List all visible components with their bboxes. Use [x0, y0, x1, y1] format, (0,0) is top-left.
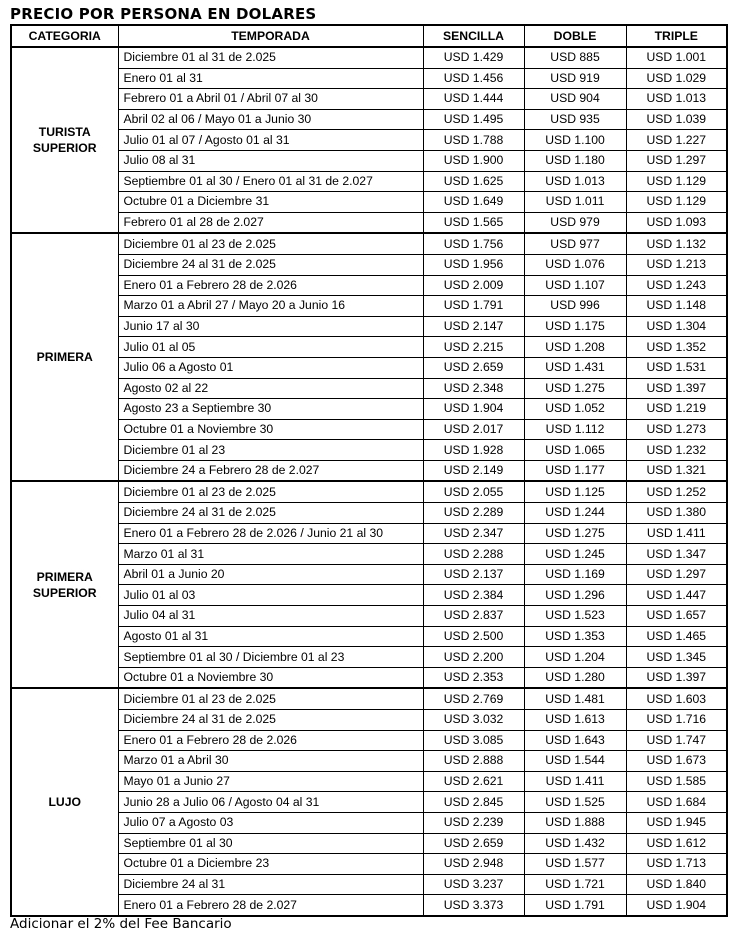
- table-row: [11, 833, 727, 854]
- triple-price-cell: USD 1.013: [626, 89, 727, 110]
- sencilla-price-cell: USD 1.900: [423, 150, 524, 171]
- sencilla-price-cell: USD 2.948: [423, 854, 524, 875]
- sencilla-price-cell: USD 2.239: [423, 812, 524, 833]
- doble-price-cell: USD 1.888: [524, 812, 626, 833]
- triple-price-cell: USD 1.304: [626, 316, 727, 337]
- doble-price-cell: USD 935: [524, 109, 626, 130]
- sencilla-price-cell: USD 1.904: [423, 399, 524, 420]
- sencilla-price-cell: USD 2.353: [423, 667, 524, 688]
- triple-price-cell: USD 1.347: [626, 544, 727, 565]
- table-row: [11, 854, 727, 875]
- table-row: [11, 47, 727, 68]
- sencilla-price-cell: USD 1.928: [423, 440, 524, 461]
- doble-price-cell: USD 977: [524, 233, 626, 254]
- triple-price-cell: USD 1.213: [626, 254, 727, 275]
- season-cell: Julio 07 a Agosto 03: [118, 812, 423, 833]
- sencilla-price-cell: USD 2.348: [423, 378, 524, 399]
- table-row: [11, 730, 727, 751]
- season-cell: Abril 02 al 06 / Mayo 01 a Junio 30: [118, 109, 423, 130]
- table-row: [11, 130, 727, 151]
- table-row: [11, 150, 727, 171]
- table-row: [11, 523, 727, 544]
- sencilla-price-cell: USD 2.215: [423, 337, 524, 358]
- category-cell: PRIMERA: [11, 233, 118, 481]
- triple-price-cell: USD 1.397: [626, 667, 727, 688]
- season-cell: Diciembre 01 al 23 de 2.025: [118, 233, 423, 254]
- category-group: [11, 233, 727, 481]
- triple-price-cell: USD 1.397: [626, 378, 727, 399]
- sencilla-price-cell: USD 2.288: [423, 544, 524, 565]
- doble-price-cell: USD 919: [524, 68, 626, 89]
- table-row: [11, 544, 727, 565]
- triple-price-cell: USD 1.716: [626, 710, 727, 731]
- season-cell: Julio 08 al 31: [118, 150, 423, 171]
- table-row: [11, 212, 727, 233]
- triple-price-cell: USD 1.465: [626, 626, 727, 647]
- triple-price-cell: USD 1.411: [626, 523, 727, 544]
- table-row: [11, 481, 727, 502]
- table-row: [11, 357, 727, 378]
- table-row: [11, 647, 727, 668]
- season-cell: Enero 01 a Febrero 28 de 2.026: [118, 275, 423, 296]
- sencilla-price-cell: USD 3.237: [423, 874, 524, 895]
- table-row: [11, 895, 727, 916]
- doble-price-cell: USD 885: [524, 47, 626, 68]
- season-cell: Octubre 01 a Diciembre 31: [118, 192, 423, 213]
- doble-price-cell: USD 1.613: [524, 710, 626, 731]
- table-row: [11, 378, 727, 399]
- triple-price-cell: USD 1.219: [626, 399, 727, 420]
- season-cell: Diciembre 01 al 23 de 2.025: [118, 481, 423, 502]
- doble-price-cell: USD 1.296: [524, 585, 626, 606]
- sencilla-price-cell: USD 2.017: [423, 419, 524, 440]
- table-row: [11, 440, 727, 461]
- doble-price-cell: USD 1.112: [524, 419, 626, 440]
- sencilla-price-cell: USD 1.495: [423, 109, 524, 130]
- doble-price-cell: USD 1.523: [524, 606, 626, 627]
- doble-price-cell: USD 1.011: [524, 192, 626, 213]
- table-row: [11, 564, 727, 585]
- table-row: [11, 812, 727, 833]
- triple-price-cell: USD 1.684: [626, 792, 727, 813]
- season-cell: Marzo 01 a Abril 30: [118, 751, 423, 772]
- triple-price-cell: USD 1.352: [626, 337, 727, 358]
- table-row: [11, 503, 727, 524]
- sencilla-price-cell: USD 2.137: [423, 564, 524, 585]
- sencilla-price-cell: USD 1.444: [423, 89, 524, 110]
- triple-price-cell: USD 1.297: [626, 150, 727, 171]
- triple-price-cell: USD 1.531: [626, 357, 727, 378]
- sencilla-price-cell: USD 2.769: [423, 688, 524, 709]
- category-cell: PRIMERA SUPERIOR: [11, 481, 118, 688]
- doble-price-cell: USD 1.065: [524, 440, 626, 461]
- doble-price-cell: USD 1.643: [524, 730, 626, 751]
- triple-price-cell: USD 1.657: [626, 606, 727, 627]
- season-cell: Junio 17 al 30: [118, 316, 423, 337]
- triple-price-cell: USD 1.297: [626, 564, 727, 585]
- sencilla-price-cell: USD 2.837: [423, 606, 524, 627]
- doble-price-cell: USD 1.721: [524, 874, 626, 895]
- triple-price-cell: USD 1.840: [626, 874, 727, 895]
- season-cell: Enero 01 a Febrero 28 de 2.027: [118, 895, 423, 916]
- doble-price-cell: USD 1.481: [524, 688, 626, 709]
- table-row: [11, 606, 727, 627]
- category-cell: TURISTA SUPERIOR: [11, 47, 118, 233]
- season-cell: Diciembre 24 al 31: [118, 874, 423, 895]
- season-cell: Diciembre 01 al 31 de 2.025: [118, 47, 423, 68]
- season-cell: Junio 28 a Julio 06 / Agosto 04 al 31: [118, 792, 423, 813]
- season-cell: Diciembre 01 al 23 de 2.025: [118, 688, 423, 709]
- triple-price-cell: USD 1.039: [626, 109, 727, 130]
- doble-price-cell: USD 979: [524, 212, 626, 233]
- season-cell: Febrero 01 a Abril 01 / Abril 07 al 30: [118, 89, 423, 110]
- doble-price-cell: USD 1.577: [524, 854, 626, 875]
- category-group: [11, 481, 727, 688]
- sencilla-price-cell: USD 2.621: [423, 771, 524, 792]
- doble-price-cell: USD 1.280: [524, 667, 626, 688]
- table-row: [11, 626, 727, 647]
- triple-price-cell: USD 1.148: [626, 296, 727, 317]
- season-cell: Agosto 01 al 31: [118, 626, 423, 647]
- header-sencilla: SENCILLA: [423, 25, 524, 47]
- sencilla-price-cell: USD 2.500: [423, 626, 524, 647]
- sencilla-price-cell: USD 1.956: [423, 254, 524, 275]
- season-cell: Marzo 01 a Abril 27 / Mayo 20 a Junio 16: [118, 296, 423, 317]
- table-row: [11, 89, 727, 110]
- doble-price-cell: USD 1.544: [524, 751, 626, 772]
- sencilla-price-cell: USD 1.625: [423, 171, 524, 192]
- triple-price-cell: USD 1.129: [626, 192, 727, 213]
- season-cell: Septiembre 01 al 30 / Diciembre 01 al 23: [118, 647, 423, 668]
- sencilla-price-cell: USD 1.429: [423, 47, 524, 68]
- season-cell: Septiembre 01 al 30: [118, 833, 423, 854]
- table-header: [11, 25, 727, 47]
- doble-price-cell: USD 1.791: [524, 895, 626, 916]
- category-group: [11, 688, 727, 916]
- table-row: [11, 585, 727, 606]
- season-cell: Diciembre 24 al 31 de 2.025: [118, 254, 423, 275]
- table-row: [11, 68, 727, 89]
- season-cell: Julio 01 al 05: [118, 337, 423, 358]
- table-row: [11, 296, 727, 317]
- doble-price-cell: USD 1.107: [524, 275, 626, 296]
- table-row: [11, 254, 727, 275]
- sencilla-price-cell: USD 2.845: [423, 792, 524, 813]
- sencilla-price-cell: USD 1.456: [423, 68, 524, 89]
- doble-price-cell: USD 1.180: [524, 150, 626, 171]
- triple-price-cell: USD 1.945: [626, 812, 727, 833]
- doble-price-cell: USD 1.244: [524, 503, 626, 524]
- doble-price-cell: USD 1.177: [524, 460, 626, 481]
- season-cell: Julio 06 a Agosto 01: [118, 357, 423, 378]
- table-row: [11, 316, 727, 337]
- table-row: [11, 771, 727, 792]
- sencilla-price-cell: USD 2.347: [423, 523, 524, 544]
- sencilla-price-cell: USD 2.888: [423, 751, 524, 772]
- season-cell: Agosto 23 a Septiembre 30: [118, 399, 423, 420]
- doble-price-cell: USD 1.432: [524, 833, 626, 854]
- season-cell: Enero 01 a Febrero 28 de 2.026 / Junio 21 al 30: [118, 523, 423, 544]
- doble-price-cell: USD 996: [524, 296, 626, 317]
- table-row: [11, 874, 727, 895]
- sencilla-price-cell: USD 1.791: [423, 296, 524, 317]
- sencilla-price-cell: USD 2.384: [423, 585, 524, 606]
- table-row: [11, 171, 727, 192]
- doble-price-cell: USD 1.076: [524, 254, 626, 275]
- season-cell: Julio 04 al 31: [118, 606, 423, 627]
- triple-price-cell: USD 1.585: [626, 771, 727, 792]
- sencilla-price-cell: USD 3.085: [423, 730, 524, 751]
- table-row: [11, 275, 727, 296]
- triple-price-cell: USD 1.904: [626, 895, 727, 916]
- triple-price-cell: USD 1.447: [626, 585, 727, 606]
- triple-price-cell: USD 1.243: [626, 275, 727, 296]
- sencilla-price-cell: USD 1.756: [423, 233, 524, 254]
- season-cell: Agosto 02 al 22: [118, 378, 423, 399]
- footer-note: Adicionar el 2% del Fee Bancario: [10, 916, 232, 932]
- table-row: [11, 419, 727, 440]
- table-row: [11, 233, 727, 254]
- sencilla-price-cell: USD 2.149: [423, 460, 524, 481]
- season-cell: Septiembre 01 al 30 / Enero 01 al 31 de 2.027: [118, 171, 423, 192]
- triple-price-cell: USD 1.747: [626, 730, 727, 751]
- header-doble: DOBLE: [524, 25, 626, 47]
- sencilla-price-cell: USD 1.788: [423, 130, 524, 151]
- doble-price-cell: USD 1.125: [524, 481, 626, 502]
- triple-price-cell: USD 1.380: [626, 503, 727, 524]
- season-cell: Mayo 01 a Junio 27: [118, 771, 423, 792]
- triple-price-cell: USD 1.713: [626, 854, 727, 875]
- table-row: [11, 337, 727, 358]
- table-row: [11, 460, 727, 481]
- doble-price-cell: USD 904: [524, 89, 626, 110]
- season-cell: Marzo 01 al 31: [118, 544, 423, 565]
- triple-price-cell: USD 1.129: [626, 171, 727, 192]
- season-cell: Octubre 01 a Diciembre 23: [118, 854, 423, 875]
- doble-price-cell: USD 1.052: [524, 399, 626, 420]
- doble-price-cell: USD 1.431: [524, 357, 626, 378]
- sencilla-price-cell: USD 1.649: [423, 192, 524, 213]
- season-cell: Octubre 01 a Noviembre 30: [118, 419, 423, 440]
- triple-price-cell: USD 1.232: [626, 440, 727, 461]
- table-row: [11, 399, 727, 420]
- category-group: [11, 47, 727, 233]
- triple-price-cell: USD 1.132: [626, 233, 727, 254]
- triple-price-cell: USD 1.252: [626, 481, 727, 502]
- sencilla-price-cell: USD 3.373: [423, 895, 524, 916]
- triple-price-cell: USD 1.603: [626, 688, 727, 709]
- table-row: [11, 751, 727, 772]
- triple-price-cell: USD 1.612: [626, 833, 727, 854]
- doble-price-cell: USD 1.275: [524, 378, 626, 399]
- triple-price-cell: USD 1.273: [626, 419, 727, 440]
- table-row: [11, 667, 727, 688]
- triple-price-cell: USD 1.001: [626, 47, 727, 68]
- price-table: [10, 24, 728, 917]
- triple-price-cell: USD 1.093: [626, 212, 727, 233]
- triple-price-cell: USD 1.673: [626, 751, 727, 772]
- doble-price-cell: USD 1.169: [524, 564, 626, 585]
- season-cell: Julio 01 al 03: [118, 585, 423, 606]
- season-cell: Diciembre 01 al 23: [118, 440, 423, 461]
- season-cell: Enero 01 al 31: [118, 68, 423, 89]
- doble-price-cell: USD 1.208: [524, 337, 626, 358]
- page-title: PRECIO POR PERSONA EN DOLARES: [10, 5, 317, 23]
- sencilla-price-cell: USD 3.032: [423, 710, 524, 731]
- sencilla-price-cell: USD 2.659: [423, 833, 524, 854]
- sencilla-price-cell: USD 2.289: [423, 503, 524, 524]
- table-row: [11, 688, 727, 709]
- doble-price-cell: USD 1.353: [524, 626, 626, 647]
- table-row: [11, 792, 727, 813]
- doble-price-cell: USD 1.411: [524, 771, 626, 792]
- triple-price-cell: USD 1.345: [626, 647, 727, 668]
- season-cell: Julio 01 al 07 / Agosto 01 al 31: [118, 130, 423, 151]
- doble-price-cell: USD 1.245: [524, 544, 626, 565]
- header-temporada: TEMPORADA: [118, 25, 423, 47]
- season-cell: Febrero 01 al 28 de 2.027: [118, 212, 423, 233]
- sencilla-price-cell: USD 2.200: [423, 647, 524, 668]
- triple-price-cell: USD 1.321: [626, 460, 727, 481]
- doble-price-cell: USD 1.175: [524, 316, 626, 337]
- header-categoria: CATEGORIA: [11, 25, 118, 47]
- doble-price-cell: USD 1.013: [524, 171, 626, 192]
- doble-price-cell: USD 1.525: [524, 792, 626, 813]
- season-cell: Octubre 01 a Noviembre 30: [118, 667, 423, 688]
- season-cell: Abril 01 a Junio 20: [118, 564, 423, 585]
- sencilla-price-cell: USD 2.659: [423, 357, 524, 378]
- doble-price-cell: USD 1.275: [524, 523, 626, 544]
- doble-price-cell: USD 1.204: [524, 647, 626, 668]
- doble-price-cell: USD 1.100: [524, 130, 626, 151]
- sencilla-price-cell: USD 2.055: [423, 481, 524, 502]
- sencilla-price-cell: USD 1.565: [423, 212, 524, 233]
- season-cell: Diciembre 24 al 31 de 2.025: [118, 710, 423, 731]
- season-cell: Enero 01 a Febrero 28 de 2.026: [118, 730, 423, 751]
- season-cell: Diciembre 24 a Febrero 28 de 2.027: [118, 460, 423, 481]
- table-row: [11, 109, 727, 130]
- table-row: [11, 710, 727, 731]
- season-cell: Diciembre 24 al 31 de 2.025: [118, 503, 423, 524]
- sencilla-price-cell: USD 2.009: [423, 275, 524, 296]
- triple-price-cell: USD 1.227: [626, 130, 727, 151]
- table-row: [11, 192, 727, 213]
- category-cell: LUJO: [11, 688, 118, 916]
- header-triple: TRIPLE: [626, 25, 727, 47]
- triple-price-cell: USD 1.029: [626, 68, 727, 89]
- sencilla-price-cell: USD 2.147: [423, 316, 524, 337]
